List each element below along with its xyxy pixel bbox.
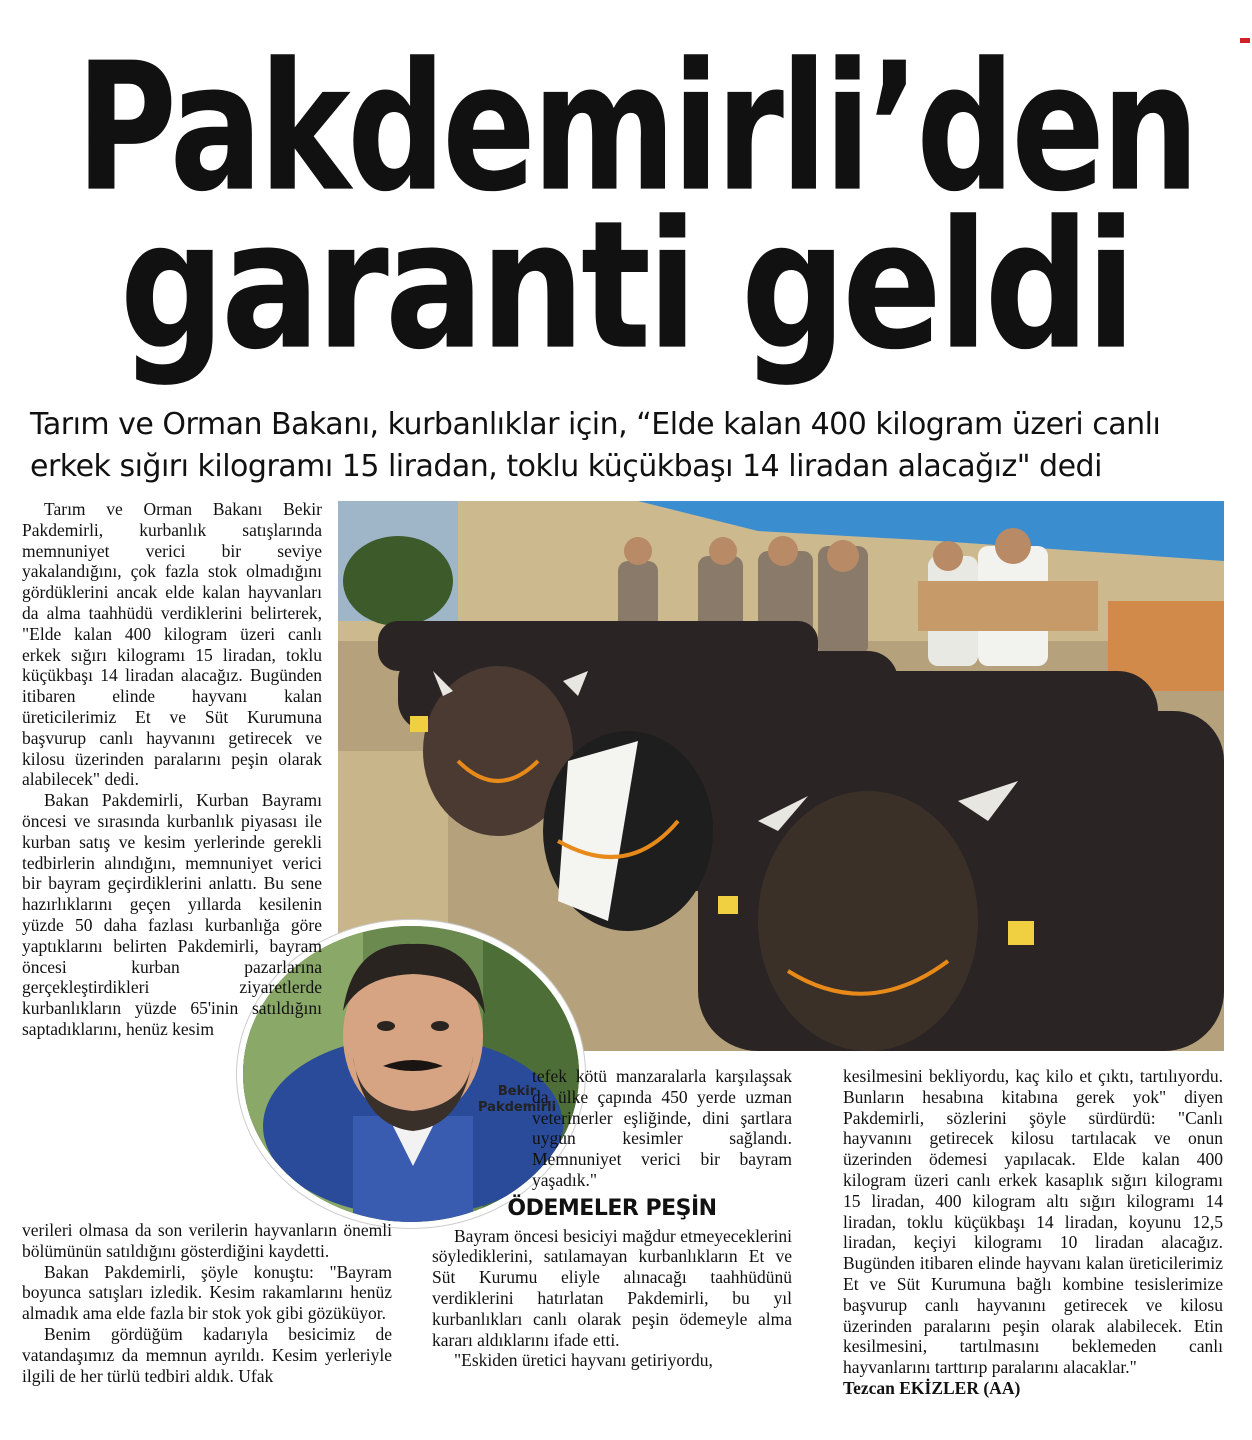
article-paragraph: tefek kötü manzaralarla karşılaşsak da ülke çapında 450 yerde uzman veterinerler eşliğinde, dini şartlara uygun kesimler sağlandı. Memnuniyet verici bir bayram yaşadık." — [532, 1066, 792, 1190]
caption-line-2: Pakdemirli — [478, 1100, 557, 1115]
article-paragraph: verileri olmasa da son verilerin hayvanların önemli bölümünün satıldığını gösterdiğini kaydetti. — [22, 1220, 392, 1261]
article-paragraph: Bakan Pakdemirli, Kurban Bayramı öncesi ve sırasında kurbanlık piyasası ile kurban satış ve kesim yerlerinde gerekli tedbirlerin alındığını, memnuniyet verici bir bayram geçirdiklerini anlattı. Bu sene hazırlıklarını geçen yıllarda kesilenin yüzde 50 daha fazlası kurbanlığa göre yaptıklarını belirten Pakdemirli, bayram öncesi kurban pazarlarına gerçekleştirdikleri ziyaretlerde kurbanlıkların yüzde 65'inin satıldığını saptadıklarını, henüz kesim — [22, 790, 322, 1039]
subheading: ÖDEMELER PEŞİN — [507, 1195, 717, 1221]
page-edge-mark — [1240, 38, 1250, 43]
headline-line-2: garanti geldi — [119, 183, 1133, 390]
byline: Tezcan EKİZLER (AA) — [843, 1377, 1021, 1398]
article-paragraph: Benim gördüğüm kadarıyla besicimiz de vatandaşımız da memnun ayrıldı. Kesim yerleriyle ilgili de her türlü tedbiri aldık. Ufak — [22, 1323, 392, 1386]
article-column-1-lower — [22, 1220, 392, 1386]
caption-line-1: Bekir — [497, 1084, 537, 1099]
deck-line-1: Tarım ve Orman Bakanı, kurbanlıklar için, “Elde kalan 400 kilogram üzeri canlı — [30, 407, 1161, 442]
article-paragraph: Tarım ve Orman Bakanı Bekir Pakdemirli, kurbanlık satışlarında memnuniyet verici bir seviye yakalandığını, çok fazla stok olmadığını gördüklerini ancak elde kalan hayvanları da alma taahhüdü verdiklerini belirterek, "Elde kalan 400 kilogram üzeri canlı erkek sığırı kilogramı 15 liradan, toklu küçükbaşı 14 liradan alacağız. Bugünden itibaren elinde hayvanı kalan üreticilerimiz Et ve Süt Kurumuna başvurup canlı hayvanını getirecek ve kilosu üzerinden paralarını peşin olarak alabilecek" dedi. — [22, 499, 322, 790]
article-column-3 — [843, 1066, 1223, 1399]
article-paragraph: Bakan Pakdemirli, şöyle konuştu: "Bayram boyunca satışları izledik. Kesim rakamlarını henüz almadık ama elde fazla bir stok yok gibi gözüküyor. — [22, 1261, 392, 1324]
article-column-2 — [432, 1066, 792, 1371]
article-paragraph: Bayram öncesi besiciyi mağdur etmeyeceklerini söylediklerini, satılamayan kurbanlıkların Et ve Süt Kurumu eliyle alınacağı taahhüdünü verdiklerini hatırlatan Pakdemirli, bu yıl kurbanlıkları canlı olarak peşin ödemeyle alma kararı aldıklarını ifade etti. — [432, 1225, 792, 1350]
article-paragraph: "Eskiden üretici hayvanı getiriyordu, — [454, 1350, 713, 1371]
headline-line-1: Pakdemirli’den — [75, 25, 1196, 232]
article-column-1 — [22, 499, 322, 1040]
deck-line-2: erkek sığırı kilogramı 15 liradan, toklu küçükbaşı 14 liradan alacağız" dedi — [30, 449, 1102, 484]
article-paragraph: kesilmesini bekliyordu, kaç kilo et çıktı, tartılıyordu. Bunların hesabına kitabına gerek yok" diyen Pakdemirli, sözlerini şöyle sürdürdü: "Canlı hayvanını getirecek kilosu tartılacak ve onun üzerinden ödemesi yapılacak. Elde kalan 400 kilogram üzeri canlı erkek kasaplık sığırı kilogramı 15 liradan, 400 kilogram altı sığırı kilogramı 14 liradan, toklu küçükbaşı 14 liradan, koyunu 12,5 liradan, keçiyi kilogramı 10 liradan alacağız. Bugünden itibaren elinde hayvanı kalan üreticilerimiz Et ve Süt Kurumuna bağlı kombine tesislerimize başvurup canlı hayvanını getirecek ve kilosu üzerinden paralarını peşin olarak alabilecek. Etin kesilmesini, tartılmasını beklemeden canlı hayvanlarını tarttırıp paralarını alacaklar." — [843, 1066, 1223, 1378]
